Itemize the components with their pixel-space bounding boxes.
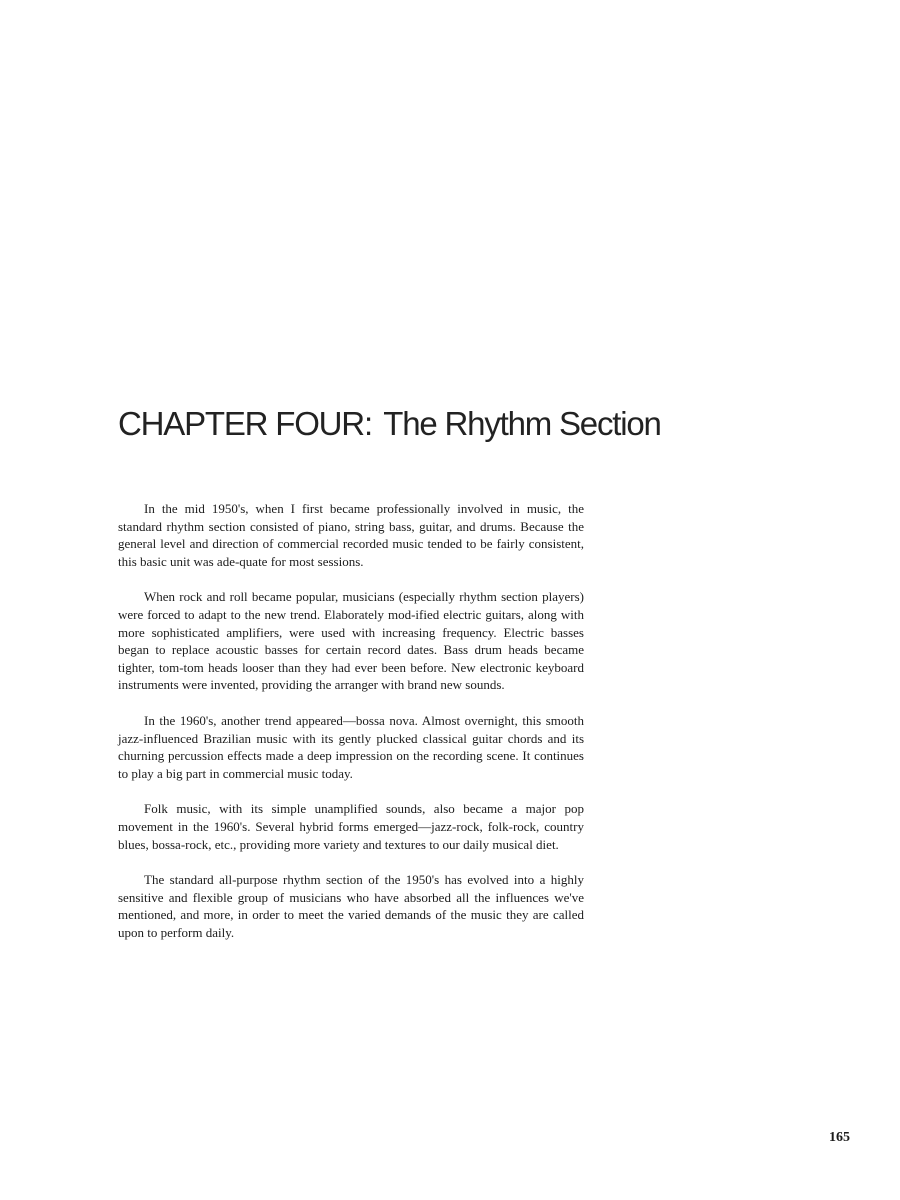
paragraph-4: Folk music, with its simple unamplified sounds, also became a major pop movement in the 1960's. Several hybrid forms emerged—jazz-rock, folk-rock, country blues, bossa-rock, etc., providing more variety and textures to our daily musical diet. <box>118 801 584 852</box>
page-number: 165 <box>829 1130 850 1145</box>
chapter-label: CHAPTER FOUR: <box>118 405 372 442</box>
chapter-heading <box>118 406 661 442</box>
paragraph-2: When rock and roll became popular, musicians (especially rhythm section players) were forced to adapt to the new trend. Elaborately mod-ified electric guitars, along with more sophisticated amplifiers, were used with increasing frequency. Electric basses began to replace acoustic basses for certain record dates. Bass drum heads became tighter, tom-tom heads looser than they had ever been before. New electronic keyboard instruments were invented, providing the arranger with brand new sounds. <box>118 589 584 693</box>
chapter-title: The Rhythm Section <box>383 405 661 442</box>
paragraph-3: In the 1960's, another trend appeared—bossa nova. Almost overnight, this smooth jazz-influenced Brazilian music with its gently plucked classical guitar chords and its churning percussion effects made a deep impression on the recording scene. It continues to play a big part in commercial music today. <box>118 712 584 781</box>
chapter-body <box>118 500 584 959</box>
paragraph-5: The standard all-purpose rhythm section of the 1950's has evolved into a highly sensitive and flexible group of musicians who have absorbed all the influences we've mentioned, and more, in order to meet the varied demands of the music they are called upon to perform daily. <box>118 872 584 940</box>
paragraph-1: In the mid 1950's, when I first became professionally involved in music, the standard rhythm section consisted of piano, string bass, guitar, and drums. Because the general level and direction of commercial recorded music tended to be fairly consistent, this basic unit was ade-quate for most sessions. <box>118 501 584 569</box>
